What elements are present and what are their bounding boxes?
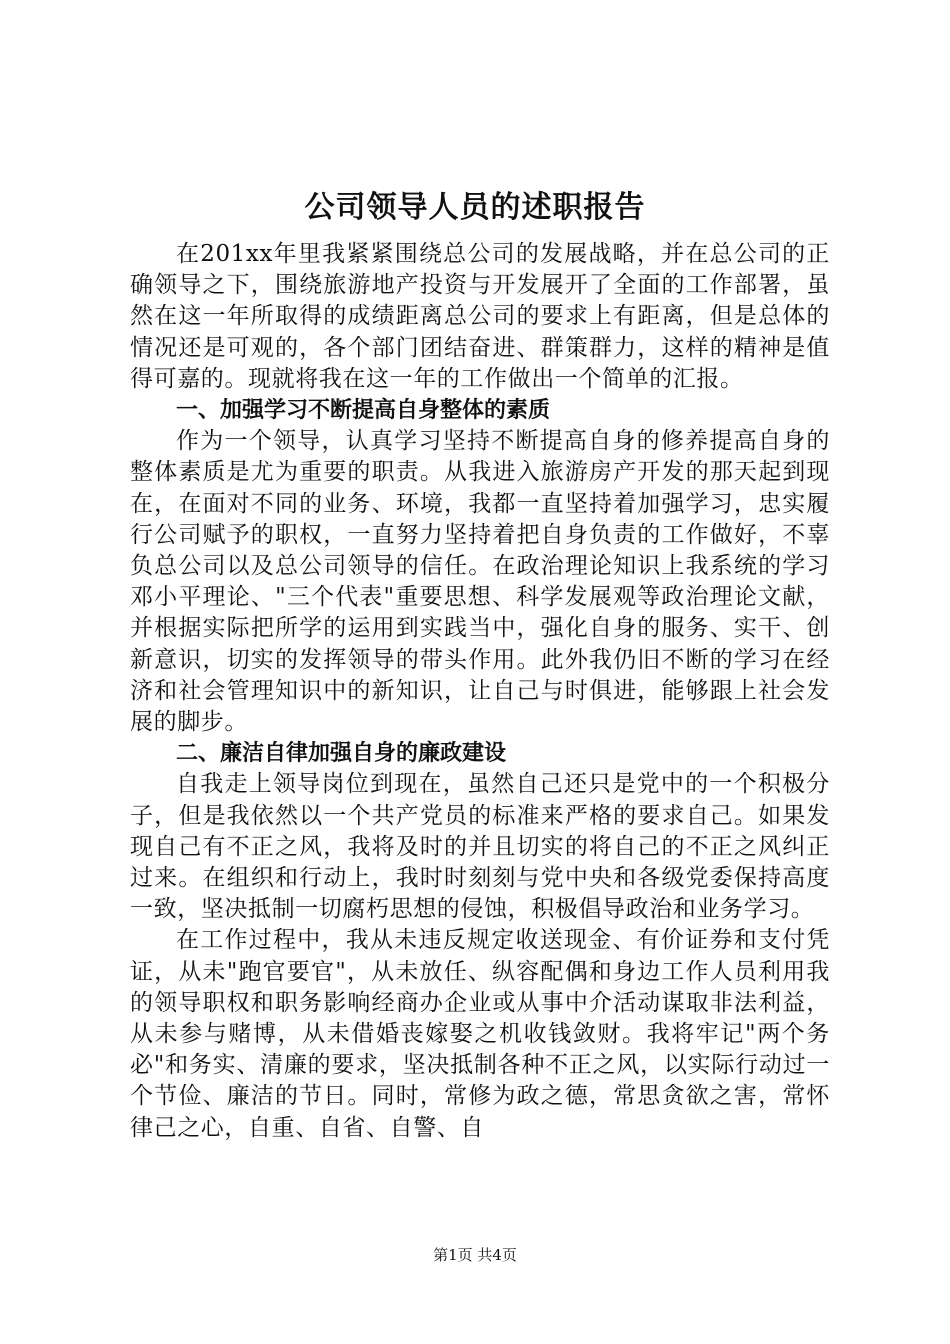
section-heading-2: 二、廉洁自律加强自身的廉政建设: [176, 741, 507, 767]
section-heading-1: 一、加强学习不断提高自身整体的素质: [176, 398, 551, 424]
page-title: 公司领导人员的述职报告: [304, 190, 646, 225]
intro-paragraph: 在201xx年里我紧紧围绕总公司的发展战略，并在总公司的正确领导之下，围绕旅游地产投资与开发展开了全面的工作部署，虽然在这一年所取得的成绩距离总公司的要求上有距离，但是总体的情况还是可观的，各个部门团结奋进、群策群力，这样的精神是值得可嘉的。现就将我在这一年的工作做出一个简单的汇报。: [130, 241, 830, 392]
section-2-paragraph-2: 在工作过程中，我从未违反规定收送现金、有价证券和支付凭证，从未"跑官要官"，从未放任、纵容配偶和身边工作人员利用我的领导职权和职务影响经商办企业或从事中介活动谋取非法利益，从未参与赌博，从未借婚丧嫁娶之机收钱敛财。我将牢记"两个务必"和务实、清廉的要求，坚决抵制各种不正之风，以实际行动过一个节俭、廉洁的节日。同时，常修为政之德，常思贪欲之害，常怀律己之心，自重、自省、自警、自: [130, 927, 830, 1141]
section-2-paragraph-1: 自我走上领导岗位到现在，虽然自己还只是党中的一个积极分子，但是我依然以一个共产党员的标准来严格的要求自己。如果发现自己有不正之风，我将及时的并且切实的将自己的不正之风纠正过来。在组织和行动上，我时时刻刻与党中央和各级党委保持高度一致，坚决抵制一切腐朽思想的侵蚀，积极倡导政治和业务学习。: [130, 771, 830, 923]
page-number-footer: 第1页 共4页: [433, 1246, 517, 1264]
document-body: [130, 239, 830, 1144]
section-1-paragraph: 作为一个领导，认真学习坚持不断提高自身的修养提高自身的整体素质是尤为重要的职责。从我进入旅游房产开发的那天起到现在，在面对不同的业务、环境，我都一直坚持着加强学习，忠实履行公司赋予的职权，一直努力坚持着把自身负责的工作做好，不辜负总公司以及总公司领导的信任。在政治理论知识上我系统的学习邓小平理论、"三个代表"重要思想、科学发展观等政治理论文献，并根据实际把所学的运用到实践当中，强化自身的服务、实干、创新意识，切实的发挥领导的带头作用。此外我仍旧不断的学习在经济和社会管理知识中的新知识，让自己与时俱进，能够跟上社会发展的脚步。: [130, 428, 830, 736]
